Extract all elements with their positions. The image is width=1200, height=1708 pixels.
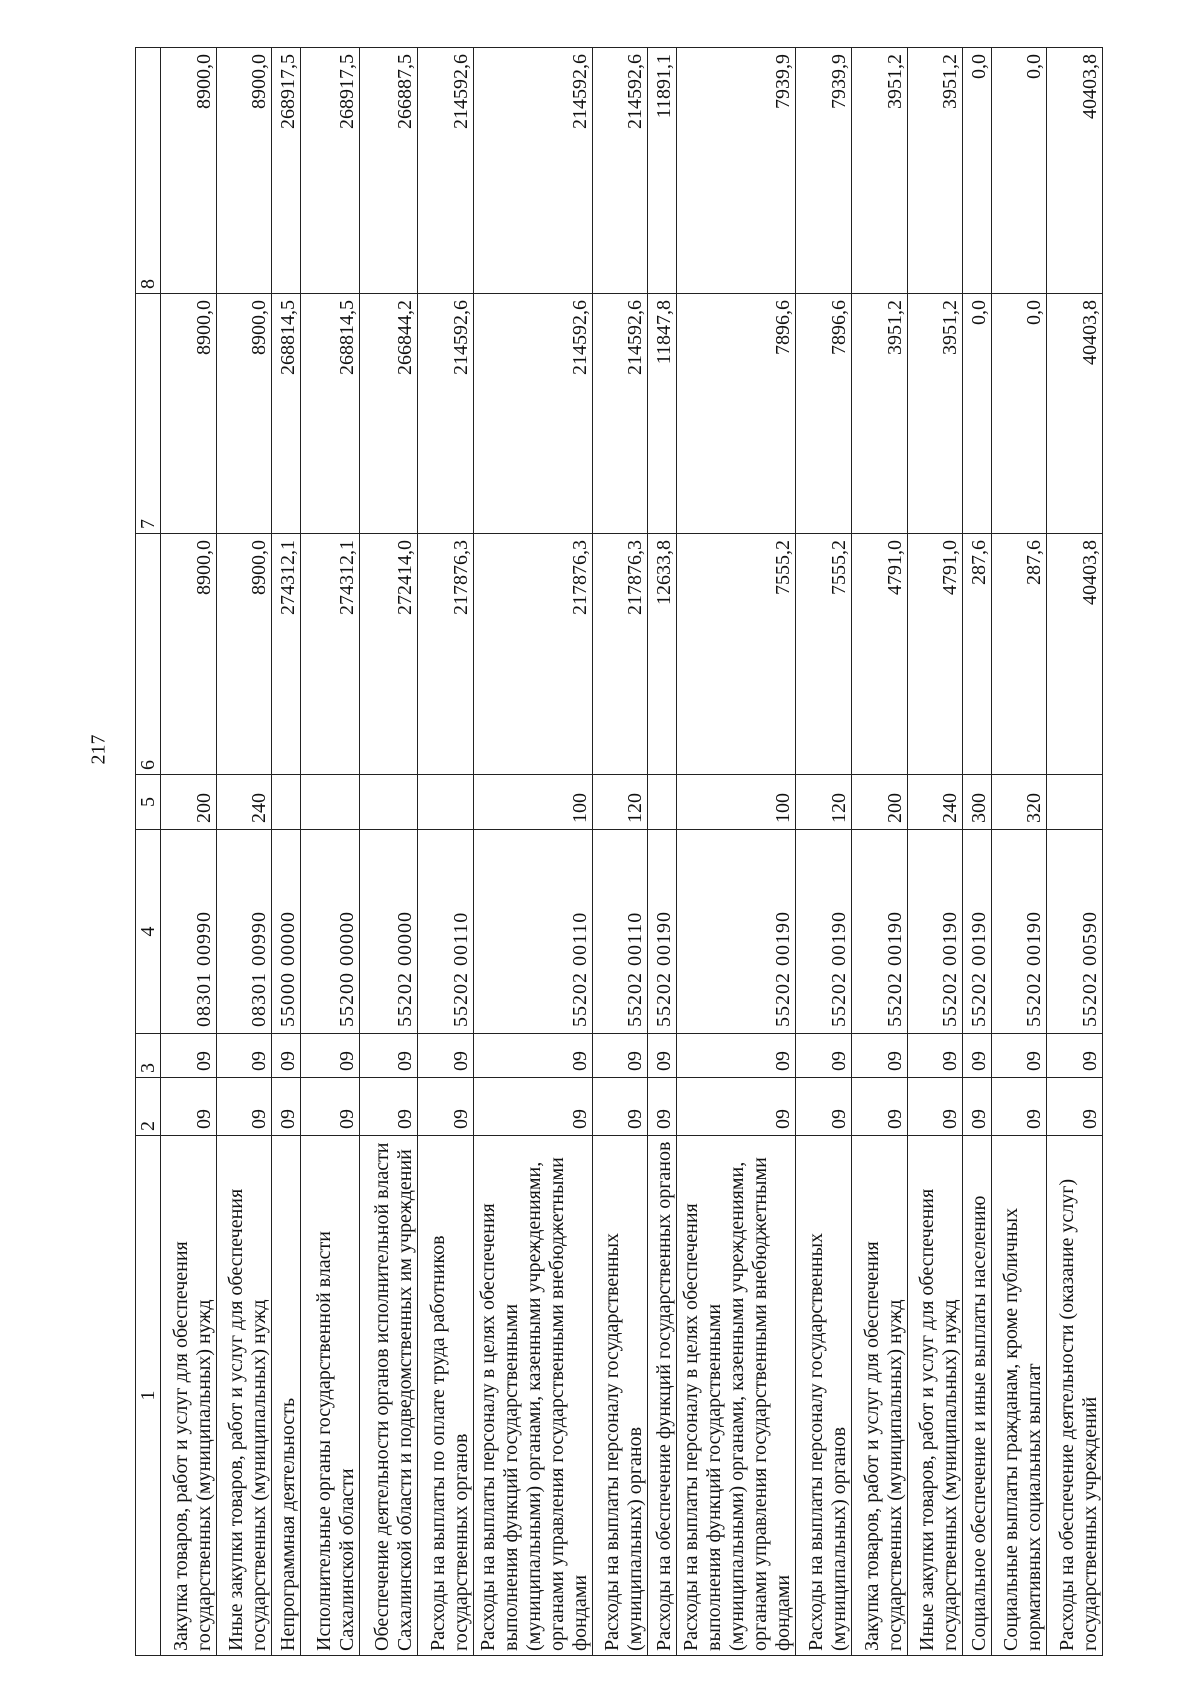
amount-col-6: 4791,0	[852, 534, 908, 775]
target-article-code: 55202 00110	[592, 830, 648, 1034]
header-col-1: 1	[136, 1136, 161, 1656]
subsection-code: 09	[418, 1034, 474, 1078]
expense-type-code	[418, 775, 474, 830]
table-row	[796, 48, 852, 1656]
table-row	[216, 48, 272, 1656]
expense-type-code: 100	[473, 775, 592, 830]
expense-type-code	[1047, 775, 1103, 830]
amount-col-8: 0,0	[963, 48, 992, 294]
expense-name: Непрограммная деятельность	[272, 1136, 301, 1656]
section-code: 09	[592, 1078, 648, 1136]
expense-type-code	[272, 775, 301, 830]
table-row	[963, 48, 992, 1656]
table-row	[852, 48, 908, 1656]
amount-col-6: 274312,1	[272, 534, 301, 775]
amount-col-6: 40403,8	[1047, 534, 1103, 775]
expense-type-code	[648, 775, 677, 830]
expense-name: Иные закупки товаров, работ и услуг для обеспечения государственных (муниципальных) нужд	[216, 1136, 272, 1656]
amount-col-6: 274312,1	[300, 534, 360, 775]
table-row	[300, 48, 360, 1656]
expense-name: Расходы на обеспечение деятельности (оказание услуг) государственных учреждений	[1047, 1136, 1103, 1656]
amount-col-7: 11847,8	[648, 294, 677, 534]
amount-col-8: 3951,2	[852, 48, 908, 294]
amount-col-7: 0,0	[991, 294, 1047, 534]
expense-name: Расходы на обеспечение функций государственных органов	[648, 1136, 677, 1656]
amount-col-7: 214592,6	[473, 294, 592, 534]
amount-col-6: 217876,3	[592, 534, 648, 775]
amount-col-8: 214592,6	[473, 48, 592, 294]
target-article-code: 55202 00190	[648, 830, 677, 1034]
subsection-code: 09	[991, 1034, 1047, 1078]
subsection-code: 09	[907, 1034, 963, 1078]
amount-col-8: 266887,5	[360, 48, 418, 294]
expense-name: Расходы на выплаты персоналу государственных (муниципальных) органов	[592, 1136, 648, 1656]
target-article-code: 55202 00190	[907, 830, 963, 1034]
amount-col-7: 266844,2	[360, 294, 418, 534]
subsection-code: 09	[216, 1034, 272, 1078]
table-row	[991, 48, 1047, 1656]
expense-type-code: 240	[216, 775, 272, 830]
expense-type-code: 300	[963, 775, 992, 830]
expense-type-code: 200	[852, 775, 908, 830]
target-article-code: 08301 00990	[161, 830, 217, 1034]
expense-type-code: 320	[991, 775, 1047, 830]
header-col-3: 3	[136, 1034, 161, 1078]
header-col-4: 4	[136, 830, 161, 1034]
amount-col-7: 3951,2	[907, 294, 963, 534]
amount-col-7: 214592,6	[592, 294, 648, 534]
amount-col-8: 7939,9	[677, 48, 796, 294]
table-row	[360, 48, 418, 1656]
target-article-code: 55202 00590	[1047, 830, 1103, 1034]
table-row	[648, 48, 677, 1656]
expense-type-code: 120	[592, 775, 648, 830]
subsection-code: 09	[677, 1034, 796, 1078]
target-article-code: 55202 00190	[796, 830, 852, 1034]
target-article-code: 55000 00000	[272, 830, 301, 1034]
subsection-code: 09	[963, 1034, 992, 1078]
target-article-code: 55202 00190	[963, 830, 992, 1034]
section-code: 09	[991, 1078, 1047, 1136]
target-article-code: 55200 00000	[300, 830, 360, 1034]
amount-col-7: 268814,5	[272, 294, 301, 534]
amount-col-8: 8900,0	[216, 48, 272, 294]
amount-col-8: 7939,9	[796, 48, 852, 294]
amount-col-7: 40403,8	[1047, 294, 1103, 534]
section-code: 09	[907, 1078, 963, 1136]
target-article-code: 55202 00110	[418, 830, 474, 1034]
expense-name: Расходы на выплаты персоналу в целях обеспечения выполнения функций государственными (муниципальными) органами, казенными учреждениями, органами управления государственными внебюджетными фондами	[473, 1136, 592, 1656]
section-code: 09	[677, 1078, 796, 1136]
expense-type-code	[360, 775, 418, 830]
amount-col-8: 214592,6	[592, 48, 648, 294]
expense-name: Социальные выплаты гражданам, кроме публичных нормативных социальных выплат	[991, 1136, 1047, 1656]
amount-col-6: 287,6	[991, 534, 1047, 775]
expense-type-code	[300, 775, 360, 830]
header-row	[136, 48, 161, 1656]
amount-col-6: 8900,0	[161, 534, 217, 775]
section-code: 09	[300, 1078, 360, 1136]
table-row	[418, 48, 474, 1656]
header-col-8: 8	[136, 48, 161, 294]
target-article-code: 55202 00110	[473, 830, 592, 1034]
amount-col-7: 214592,6	[418, 294, 474, 534]
table-row	[272, 48, 301, 1656]
amount-col-8: 11891,1	[648, 48, 677, 294]
amount-col-6: 272414,0	[360, 534, 418, 775]
amount-col-6: 217876,3	[473, 534, 592, 775]
table-row	[1047, 48, 1103, 1656]
section-code: 09	[272, 1078, 301, 1136]
target-article-code: 55202 00190	[852, 830, 908, 1034]
expense-name: Обеспечение деятельности органов исполнительной власти Сахалинской области и подведомственных им учреждений	[360, 1136, 418, 1656]
amount-col-7: 7896,6	[677, 294, 796, 534]
target-article-code: 55202 00000	[360, 830, 418, 1034]
amount-col-6: 12633,8	[648, 534, 677, 775]
page-number: 217	[87, 734, 110, 765]
amount-col-8: 214592,6	[418, 48, 474, 294]
subsection-code: 09	[473, 1034, 592, 1078]
table-row	[473, 48, 592, 1656]
subsection-code: 09	[161, 1034, 217, 1078]
amount-col-7: 7896,6	[796, 294, 852, 534]
section-code: 09	[963, 1078, 992, 1136]
amount-col-8: 268917,5	[272, 48, 301, 294]
expense-type-code: 240	[907, 775, 963, 830]
expense-name: Иные закупки товаров, работ и услуг для обеспечения государственных (муниципальных) нужд	[907, 1136, 963, 1656]
section-code: 09	[1047, 1078, 1103, 1136]
expense-type-code: 120	[796, 775, 852, 830]
amount-col-8: 8900,0	[161, 48, 217, 294]
amount-col-6: 8900,0	[216, 534, 272, 775]
target-article-code: 55202 00190	[991, 830, 1047, 1034]
table-row	[161, 48, 217, 1656]
subsection-code: 09	[360, 1034, 418, 1078]
amount-col-8: 3951,2	[907, 48, 963, 294]
section-code: 09	[418, 1078, 474, 1136]
budget-table	[135, 47, 1103, 1656]
header-col-2: 2	[136, 1078, 161, 1136]
expense-type-code: 100	[677, 775, 796, 830]
subsection-code: 09	[592, 1034, 648, 1078]
section-code: 09	[216, 1078, 272, 1136]
expense-name: Социальное обеспечение и иные выплаты населению	[963, 1136, 992, 1656]
amount-col-6: 7555,2	[677, 534, 796, 775]
expense-name: Закупка товаров, работ и услуг для обеспечения государственных (муниципальных) нужд	[852, 1136, 908, 1656]
expense-name: Расходы на выплаты персоналу в целях обеспечения выполнения функций государственными (муниципальными) органами, казенными учреждениями, органами управления государственными внебюджетными фондами	[677, 1136, 796, 1656]
target-article-code: 55202 00190	[677, 830, 796, 1034]
section-code: 09	[852, 1078, 908, 1136]
table-row	[907, 48, 963, 1656]
expense-type-code: 200	[161, 775, 217, 830]
expense-name: Расходы на выплаты по оплате труда работников государственных органов	[418, 1136, 474, 1656]
amount-col-6: 4791,0	[907, 534, 963, 775]
table-row	[677, 48, 796, 1656]
subsection-code: 09	[1047, 1034, 1103, 1078]
expense-name: Расходы на выплаты персоналу государственных (муниципальных) органов	[796, 1136, 852, 1656]
header-col-6: 6	[136, 534, 161, 775]
amount-col-6: 287,6	[963, 534, 992, 775]
amount-col-8: 268917,5	[300, 48, 360, 294]
amount-col-6: 7555,2	[796, 534, 852, 775]
section-code: 09	[796, 1078, 852, 1136]
section-code: 09	[473, 1078, 592, 1136]
amount-col-6: 217876,3	[418, 534, 474, 775]
amount-col-7: 8900,0	[161, 294, 217, 534]
section-code: 09	[360, 1078, 418, 1136]
amount-col-7: 3951,2	[852, 294, 908, 534]
subsection-code: 09	[796, 1034, 852, 1078]
header-col-5: 5	[136, 775, 161, 830]
amount-col-7: 8900,0	[216, 294, 272, 534]
expense-name: Исполнительные органы государственной власти Сахалинской области	[300, 1136, 360, 1656]
section-code: 09	[161, 1078, 217, 1136]
subsection-code: 09	[300, 1034, 360, 1078]
header-col-7: 7	[136, 294, 161, 534]
amount-col-8: 40403,8	[1047, 48, 1103, 294]
amount-col-7: 268814,5	[300, 294, 360, 534]
subsection-code: 09	[648, 1034, 677, 1078]
amount-col-8: 0,0	[991, 48, 1047, 294]
subsection-code: 09	[272, 1034, 301, 1078]
expense-name: Закупка товаров, работ и услуг для обеспечения государственных (муниципальных) нужд	[161, 1136, 217, 1656]
amount-col-7: 0,0	[963, 294, 992, 534]
budget-table-rotated	[135, 48, 1103, 1656]
subsection-code: 09	[852, 1034, 908, 1078]
target-article-code: 08301 00990	[216, 830, 272, 1034]
section-code: 09	[648, 1078, 677, 1136]
table-row	[592, 48, 648, 1656]
